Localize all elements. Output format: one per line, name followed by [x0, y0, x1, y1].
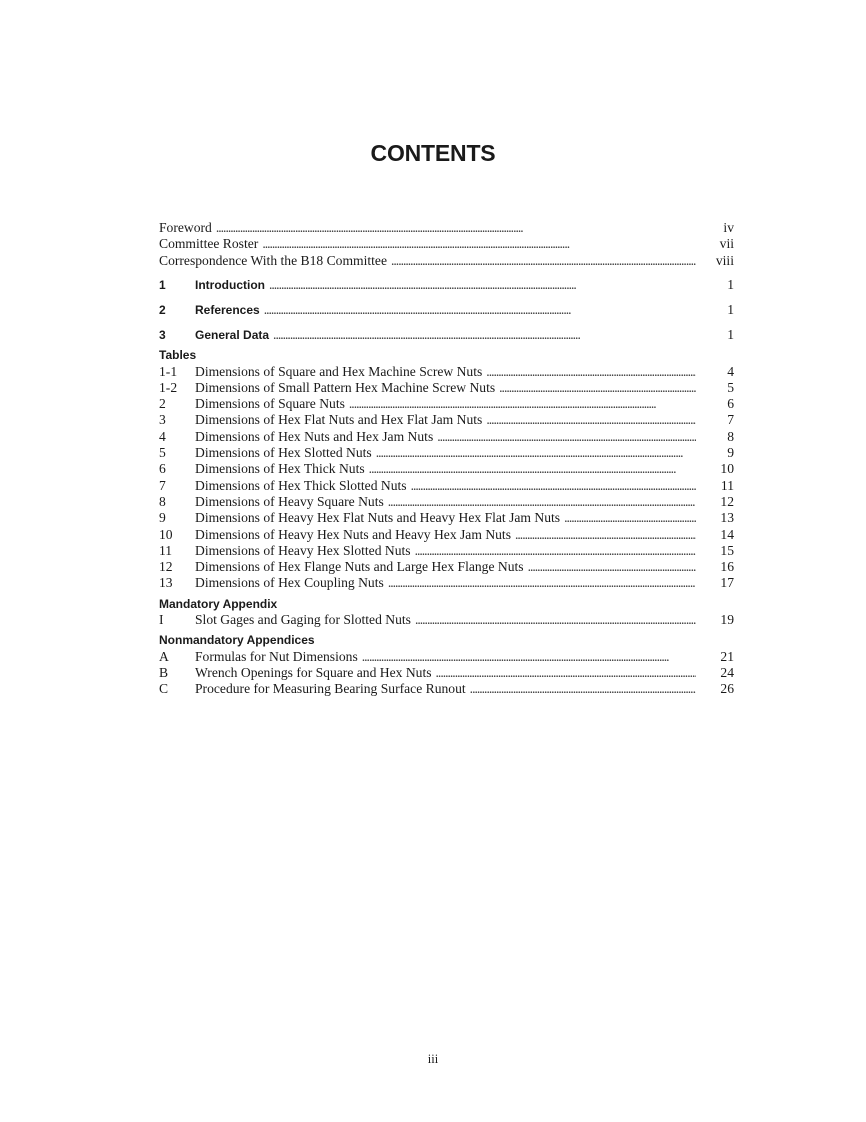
toc-entry-page: vii — [719, 236, 734, 252]
toc-entry-page: 16 — [720, 559, 734, 575]
toc-entry-title: Dimensions of Hex Thick Nuts — [195, 461, 365, 477]
toc-entry-title: Procedure for Measuring Bearing Surface Runout — [195, 681, 466, 697]
dot-leader — [564, 510, 696, 526]
toc-entry-number: C — [159, 681, 169, 697]
page-number: iii — [427, 1052, 439, 1066]
toc-entry-page: 1 — [727, 277, 734, 293]
toc-entry-number: 8 — [159, 493, 166, 509]
toc-entry-page: 5 — [727, 379, 734, 395]
page-title: CONTENTS — [370, 140, 496, 166]
toc-entry-number: 13 — [159, 575, 173, 591]
dot-leader — [391, 253, 696, 269]
nonmandatory-appendices-heading: Nonmandatory Appendices — [159, 633, 315, 648]
toc-section-title: References — [195, 303, 260, 318]
dot-leader — [388, 575, 696, 591]
toc-section-number: 2 — [159, 303, 166, 318]
dot-leader — [437, 429, 696, 445]
toc-entry-title: Dimensions of Hex Flat Nuts and Hex Flat Jam Nuts — [195, 412, 483, 428]
dot-leader — [515, 527, 696, 543]
toc-entry-page: 10 — [720, 461, 734, 477]
dot-leader — [262, 236, 696, 252]
dot-leader — [388, 494, 696, 510]
toc-entry-title: Dimensions of Square and Hex Machine Screw Nuts — [195, 363, 483, 379]
toc-entry-page: 21 — [720, 648, 734, 664]
dot-leader — [415, 543, 696, 559]
toc-entry[interactable] — [159, 575, 734, 591]
tables-list — [159, 364, 734, 592]
toc-entry-title: Dimensions of Hex Coupling Nuts — [195, 575, 384, 591]
toc-entry-correspondence[interactable] — [159, 253, 734, 269]
toc-entry-number: 3 — [159, 412, 166, 428]
toc-section-title: Introduction — [195, 278, 265, 293]
dot-leader — [470, 681, 696, 697]
toc-entry-page: 4 — [727, 363, 734, 379]
toc-section-references[interactable] — [159, 302, 734, 318]
toc-entry-title: Foreword — [159, 220, 212, 235]
dot-leader — [369, 461, 696, 477]
toc-entry-number: 5 — [159, 445, 166, 461]
toc-entry-page: 13 — [720, 510, 734, 526]
toc-entry-number: 9 — [159, 510, 166, 526]
toc-entry-page: 1 — [727, 302, 734, 318]
toc-entry-title: Dimensions of Square Nuts — [195, 396, 345, 412]
toc-entry-number: 2 — [159, 396, 166, 412]
toc-entry-number: 6 — [159, 461, 166, 477]
toc-entry-title: Dimensions of Hex Slotted Nuts — [195, 445, 372, 461]
dot-leader — [486, 412, 696, 428]
toc-entry-title: Dimensions of Heavy Square Nuts — [195, 493, 384, 509]
front-matter-list — [159, 220, 734, 269]
toc-entry-page: 14 — [720, 526, 734, 542]
toc-entry-number: 10 — [159, 526, 173, 542]
toc-entry-title: Slot Gages and Gaging for Slotted Nuts — [195, 612, 411, 628]
toc-entry[interactable] — [159, 665, 734, 681]
table-of-contents — [159, 220, 734, 698]
dot-leader — [411, 478, 696, 494]
toc-entry-page: 15 — [720, 542, 734, 558]
dot-leader — [216, 220, 696, 236]
toc-section-number: 3 — [159, 327, 166, 342]
toc-entry-page: 19 — [720, 612, 734, 628]
toc-entry-title: Dimensions of Small Pattern Hex Machine Screw Nuts — [195, 379, 496, 395]
toc-entry[interactable] — [159, 681, 734, 697]
toc-entry-title: Dimensions of Heavy Hex Flat Nuts and Heavy Hex Flat Jam Nuts — [195, 510, 561, 526]
toc-entry[interactable] — [159, 649, 734, 665]
toc-entry[interactable] — [159, 396, 734, 412]
toc-entry[interactable] — [159, 612, 734, 628]
dot-leader — [528, 559, 696, 575]
toc-entry-number: 12 — [159, 559, 173, 575]
toc-entry-number: 1-2 — [159, 379, 178, 395]
toc-entry[interactable] — [159, 510, 734, 526]
dot-leader — [436, 665, 696, 681]
dot-leader — [486, 364, 696, 380]
toc-entry-title: Formulas for Nut Dimensions — [195, 648, 358, 664]
dot-leader — [264, 302, 696, 318]
toc-entry[interactable] — [159, 461, 734, 477]
toc-entry-page: iv — [723, 220, 734, 235]
toc-entry-number: I — [159, 612, 164, 628]
toc-entry-foreword[interactable] — [159, 220, 734, 236]
toc-entry-number: B — [159, 664, 169, 680]
toc-entry[interactable] — [159, 494, 734, 510]
toc-entry-page: 24 — [720, 664, 734, 680]
tables-heading: Tables — [159, 348, 197, 363]
dot-leader — [269, 277, 696, 293]
toc-entry-number: 1-1 — [159, 363, 178, 379]
toc-entry-title: Correspondence With the B18 Committee — [159, 252, 387, 268]
toc-entry-page: 11 — [720, 477, 734, 493]
toc-section-introduction[interactable] — [159, 277, 734, 293]
toc-section-number: 1 — [159, 278, 166, 293]
toc-entry[interactable] — [159, 478, 734, 494]
toc-section-general-data[interactable] — [159, 327, 734, 343]
toc-entry-title: Dimensions of Hex Flange Nuts and Large Hex Flange Nuts — [195, 559, 524, 575]
toc-entry[interactable] — [159, 543, 734, 559]
toc-entry[interactable] — [159, 559, 734, 575]
mandatory-appendix-list — [159, 612, 734, 628]
dot-leader — [415, 612, 696, 628]
dot-leader — [349, 396, 696, 412]
dot-leader — [499, 380, 696, 396]
toc-entry[interactable] — [159, 429, 734, 445]
toc-entry-number: 7 — [159, 477, 166, 493]
toc-entry-title: Committee Roster — [159, 236, 259, 252]
mandatory-appendix-heading: Mandatory Appendix — [159, 596, 278, 611]
dot-leader — [362, 649, 696, 665]
dot-leader — [376, 445, 696, 461]
toc-entry-number: A — [159, 648, 169, 664]
toc-entry-page: 9 — [727, 445, 734, 461]
toc-entry-page: viii — [715, 252, 734, 268]
toc-entry[interactable] — [159, 380, 734, 396]
dot-leader — [273, 327, 696, 343]
toc-entry-page: 7 — [727, 412, 734, 428]
nonmandatory-appendices-list — [159, 649, 734, 698]
toc-entry-page: 26 — [720, 681, 734, 697]
toc-entry-page: 6 — [727, 396, 734, 412]
toc-entry-title: Dimensions of Heavy Hex Nuts and Heavy Hex Jam Nuts — [195, 526, 511, 542]
toc-entry[interactable] — [159, 364, 734, 380]
toc-entry-title: Dimensions of Hex Thick Slotted Nuts — [195, 477, 407, 493]
toc-entry-title: Dimensions of Hex Nuts and Hex Jam Nuts — [195, 428, 434, 444]
toc-entry-number: 4 — [159, 428, 166, 444]
toc-section-title: General Data — [195, 327, 270, 342]
toc-entry-page: 17 — [720, 575, 734, 591]
toc-entry[interactable] — [159, 445, 734, 461]
toc-entry-title: Wrench Openings for Square and Hex Nuts — [195, 664, 432, 680]
toc-entry[interactable] — [159, 412, 734, 428]
toc-entry-page: 8 — [727, 428, 734, 444]
toc-entry[interactable] — [159, 527, 734, 543]
toc-entry-page: 12 — [720, 493, 734, 509]
toc-entry-page: 1 — [727, 326, 734, 342]
toc-entry-committee-roster[interactable] — [159, 236, 734, 252]
toc-entry-title: Dimensions of Heavy Hex Slotted Nuts — [195, 542, 411, 558]
toc-entry-number: 11 — [159, 542, 173, 558]
